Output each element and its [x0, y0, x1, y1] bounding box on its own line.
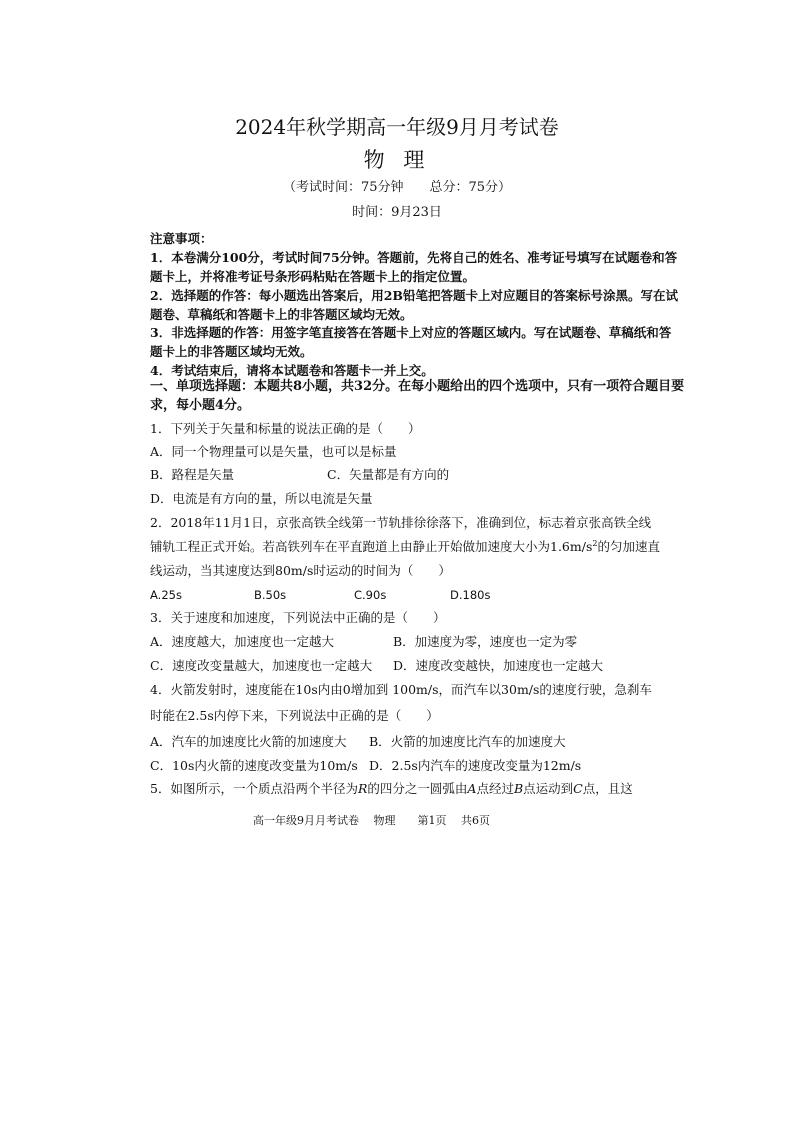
q2-option-d: D.180s — [450, 588, 491, 602]
exam-date: 时间：9月23日 — [352, 205, 442, 220]
q3-option-c: C．速度改变量越大，加速度也一定越大 — [150, 658, 373, 673]
q2-stem-line-3: 线运动，当其速度达到80m/s时运动的时间为（ ） — [150, 563, 451, 578]
q3-option-a: A．速度越大，加速度也一定越大 — [150, 634, 335, 649]
q1-option-a: A．同一个物理量可以是矢量，也可以是标量 — [150, 444, 397, 459]
q1-stem: 1．下列关于矢量和标量的说法正确的是（ ） — [150, 421, 421, 436]
section-1-heading: 一、单项选择题：本题共8小题，共32分。在每小题给出的四个选项中，只有一项符合题目要 — [150, 379, 685, 394]
page-footer: 高一年级9月月考试卷 物理 第1页 共6页 — [253, 814, 490, 827]
q4-option-d: D．2.5s内汽车的速度改变量为12m/s — [369, 758, 582, 773]
q4-stem-line-2: 时能在2.5s内停下来，下列说法中正确的是（ ） — [150, 708, 439, 723]
notice-item-3: 3．非选择题的作答：用签字笔直接答在答题卡上对应的答题区域内。写在试题卷、草稿纸和答 — [150, 325, 672, 340]
q4-option-b: B．火箭的加速度比汽车的加速度大 — [369, 734, 566, 749]
notice-item-4: 4．考试结束后，请将本试题卷和答题卡一并上交。 — [150, 363, 434, 378]
q4-option-a: A．汽车的加速度比火箭的加速度大 — [150, 734, 347, 749]
q3-option-d: D．速度改变越快，加速度也一定越大 — [393, 658, 604, 673]
q1-option-c: C．矢量都是有方向的 — [327, 467, 450, 482]
notice-item-3-cont: 题卡上的非答题区域均无效。 — [150, 344, 313, 359]
q2-stem-line-1: 2．2018年11月1日，京张高铁全线第一节轨排徐徐落下，准确到位，标志着京张高铁全线 — [150, 515, 652, 530]
exam-info: （考试时间：75分钟 总分：75分） — [282, 180, 512, 195]
q3-option-b: B．加速度为零，速度也一定为零 — [393, 634, 578, 649]
exam-title: 2024年秋学期高一年级9月月考试卷 — [235, 115, 559, 139]
q4-option-c: C．10s内火箭的速度改变量为10m/s — [150, 758, 358, 773]
q5-stem-line-1: 5．如图所示，一个质点沿两个半径为R的四分之一圆弧由A点经过B点运动到C点，且这 — [150, 781, 633, 796]
q4-stem-line-1: 4．火箭发射时，速度能在10s内由0增加到 100m/s，而汽车以30m/s的速度行驶，急刹车 — [150, 682, 652, 697]
notice-item-2-cont: 题卷、草稿纸和答题卡上的非答题区域均无效。 — [150, 307, 413, 322]
notice-item-1: 1．本卷满分100分，考试时间75分钟。答题前，先将自己的姓名、准考证号填写在试题卷和答 — [150, 250, 678, 265]
q2-stem-line-2: 铺轨工程正式开始。若高铁列车在平直跑道上由静止开始做加速度大小为$1.6m/s^2$的匀加速直 — [150, 538, 660, 554]
q2-option-a: A.25s — [150, 588, 182, 602]
notice-item-1-cont: 题卡上，并将准考证号条形码粘贴在答题卡上的指定位置。 — [150, 269, 476, 284]
q1-option-b: B．路程是矢量 — [150, 467, 235, 482]
notice-heading: 注意事项： — [150, 231, 213, 246]
q3-stem: 3．关于速度和加速度，下列说法中正确的是（ ） — [150, 610, 446, 625]
q2-option-b: B.50s — [254, 588, 287, 602]
subject-title: 物 理 — [363, 148, 431, 172]
q2-option-c: C.90s — [354, 588, 387, 602]
notice-item-2: 2．选择题的作答：每小题选出答案后，用2B铅笔把答题卡上对应题目的答案标号涂黑。写在试 — [150, 288, 678, 303]
q1-option-d: D．电流是有方向的量，所以电流是矢量 — [150, 491, 373, 506]
section-1-heading-cont: 求，每小题4分。 — [150, 398, 251, 413]
